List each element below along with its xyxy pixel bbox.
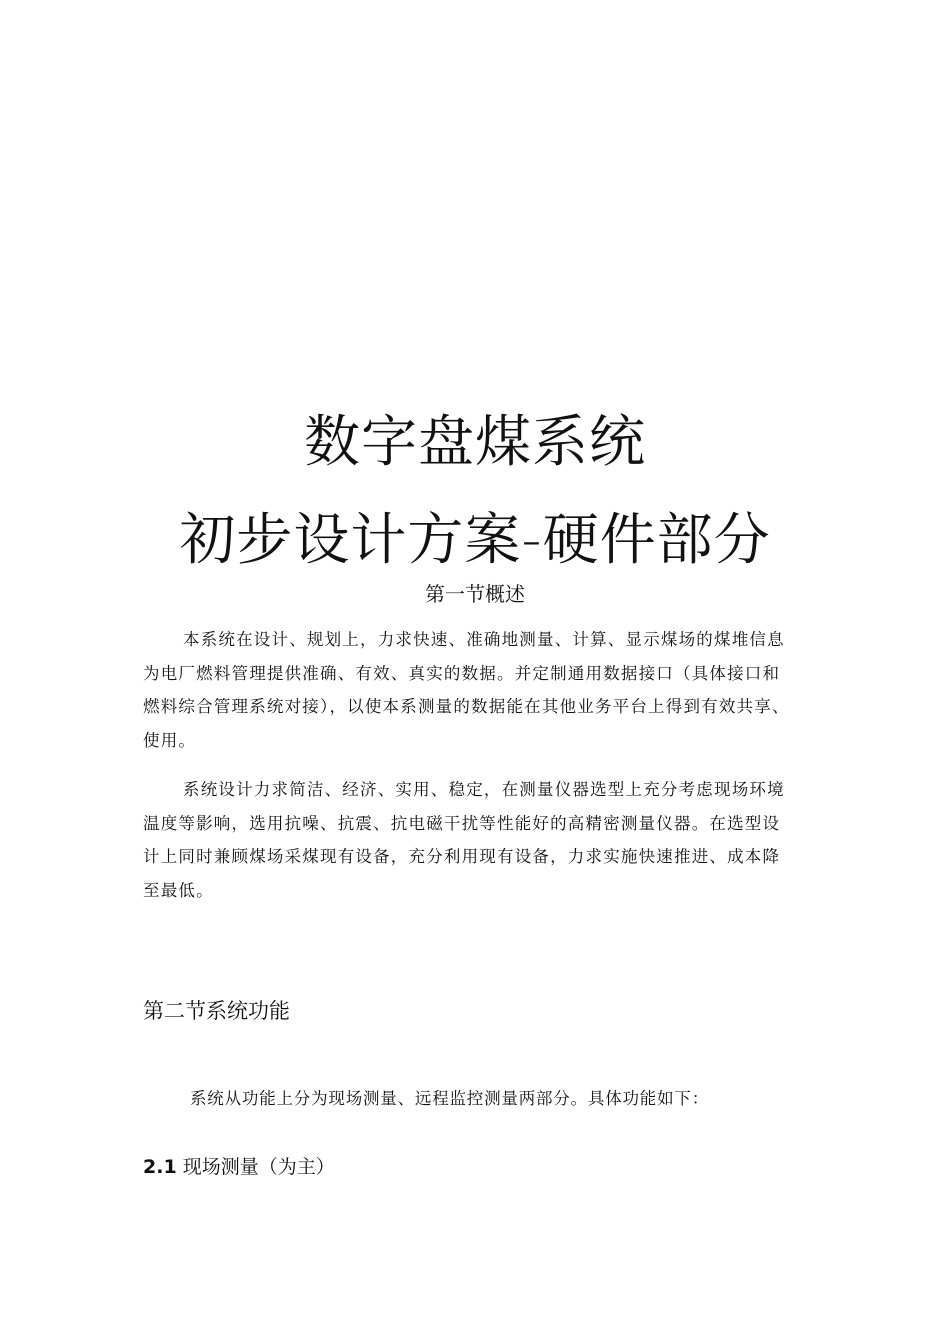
- paragraph-line: 为电厂燃料管理提供准确、有效、真实的数据。并定制通用数据接口（具体接口和: [143, 663, 781, 683]
- document-title-line-1: 数字盘煤系统: [304, 410, 646, 475]
- paragraph-line: 温度等影响，选用抗噪、抗震、抗电磁干扰等性能好的高精密测量仪器。在选型设: [143, 813, 781, 833]
- document-title-line-2: 初步设计方案-硬件部分: [179, 508, 771, 573]
- paragraph-line: 计上同时兼顾煤场采煤现有设备，充分利用现有设备，力求实施快速推进、成本降: [143, 847, 781, 866]
- section-2-heading: 第二节系统功能: [143, 999, 290, 1023]
- subsection-title: 现场测量（为主）: [182, 1156, 335, 1178]
- subsection-number: 2.1: [143, 1156, 177, 1178]
- section-1-paragraph-2: [143, 773, 823, 907]
- section-1-paragraph-1: [143, 623, 823, 757]
- subsection-2-1-heading: [143, 1151, 335, 1183]
- paragraph-line: 至最低。: [143, 880, 214, 900]
- paragraph-line: 本系统在设计、规划上，力求快速、准确地测量、计算、显示煤场的煤堆信息: [183, 630, 785, 649]
- section-2-intro: 系统从功能上分为现场测量、远程监控测量两部分。具体功能如下：: [190, 1089, 709, 1108]
- paragraph-line: 使用。: [143, 730, 197, 750]
- section-1-heading: 第一节概述: [425, 582, 525, 606]
- paragraph-line: 系统设计力求简洁、经济、实用、稳定，在测量仪器选型上充分考虑现场环境: [183, 780, 785, 799]
- paragraph-line: 燃料综合管理系统对接），以使本系测量的数据能在其他业务平台上得到有效共享、: [143, 697, 790, 716]
